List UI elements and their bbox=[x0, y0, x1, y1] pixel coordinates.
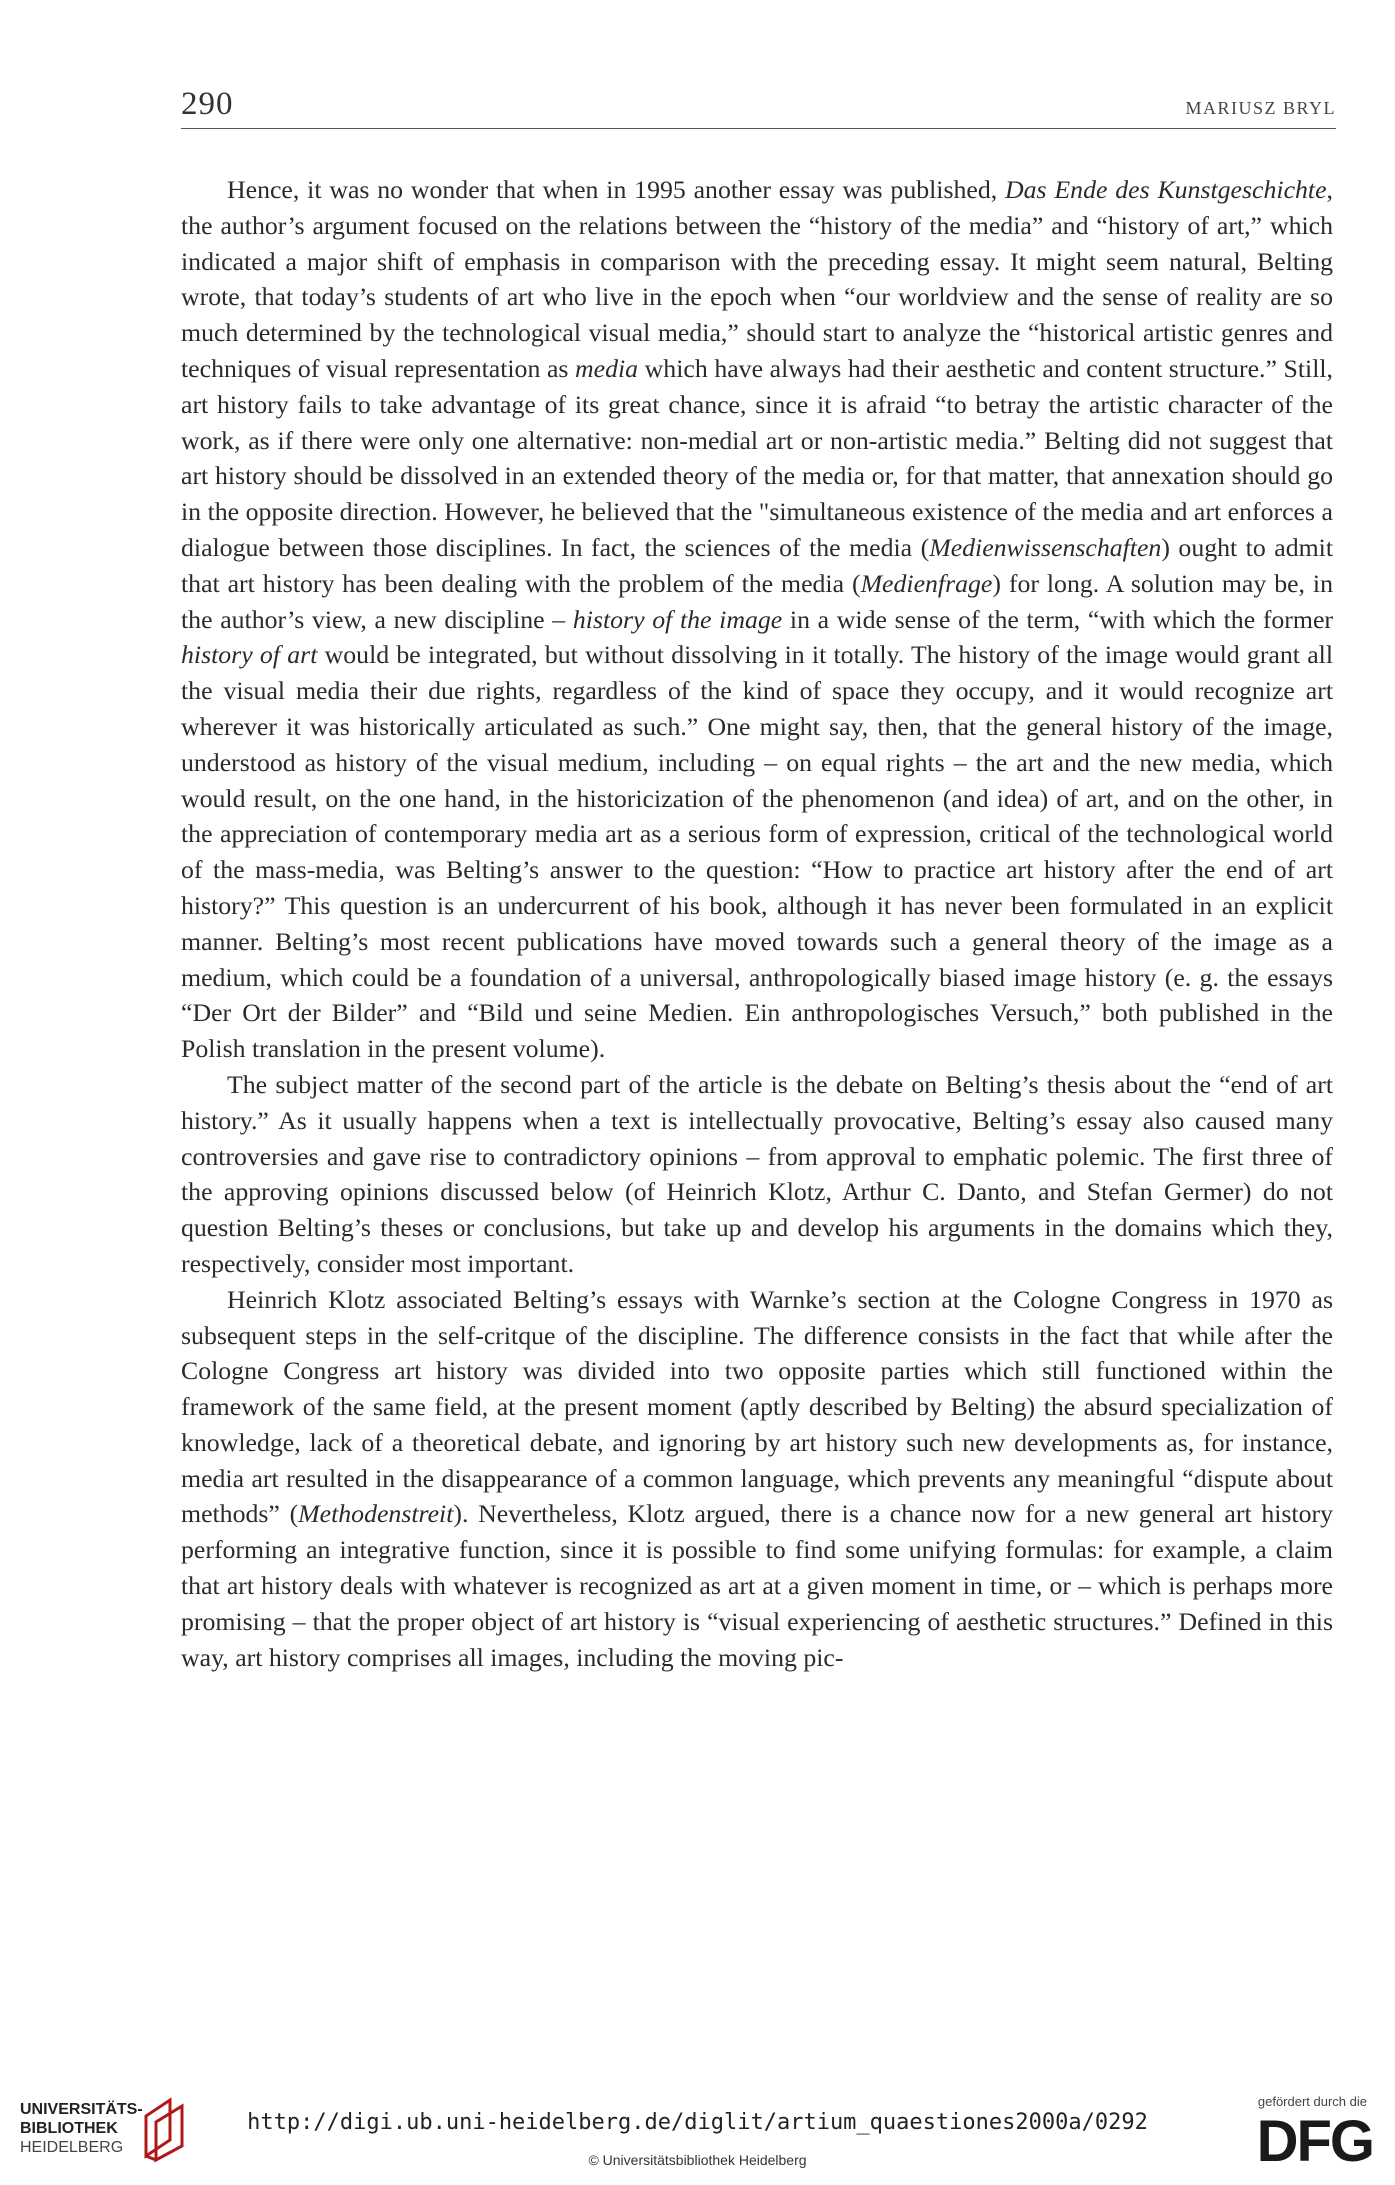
paragraph-2: The subject matter of the second part of the article is the debate on Belting’s thesis about the “end of art history.” As it usually happens when a text is intellectually provocative, Belting’s essay also caused many controversies and gave rise to contradictory opinions – from approval to emphatic polemic. The first three of the approving opinions discussed below (of Heinrich Klotz, Arthur C. Danto, and Stefan Germer) do not question Belting’s theses or conclusions, but take up and develop his arguments in the domains which they, respectively, consider most important. bbox=[181, 1069, 1333, 1278]
running-head: MARIUSZ BRYL bbox=[1185, 98, 1336, 118]
italic-title: Das Ende des Kunstgeschichte bbox=[1005, 175, 1327, 204]
italic-term: history of the image bbox=[572, 604, 783, 634]
italic-term: Medienwissenschaften bbox=[929, 532, 1162, 562]
funder-label: gefördert durch die bbox=[1257, 2094, 1367, 2109]
italic-term: media bbox=[575, 353, 639, 383]
page-number: 290 bbox=[181, 86, 234, 122]
paragraph-3: Heinrich Klotz associated Belting’s essays with Warnke’s section at the Cologne Congress in 1970 as subsequent steps in the self-critque of the discipline. The difference consists in the fact that while after the Cologne Congress art history was divided into two opposite parties which still functioned within the framework of the same field, at the present moment (aptly described by Belting) the absurd specialization of knowledge, lack of a theoretical debate, and ignoring by art history such new developments as, for instance, media art resulted in the disappearance of a common language, which prevents any meaningful “dispute about methods” (Methodenstreit). Nevertheless, Klotz argued, there is a chance now for a new general art history performing an integrative function, since it is possible to find some unifying formulas: for example, a claim that art history deals with whatever is recognized as art at a given moment in time, or – which is perhaps more promising – that the proper object of art history is “visual experiencing of aesthetic structures.” Defined in this way, art history comprises all images, including the moving pic- bbox=[181, 1284, 1333, 1672]
digitization-footer bbox=[0, 2080, 1395, 2185]
library-name: UNIVERSITÄTS- BIBLIOTHEK HEIDELBERG bbox=[20, 2101, 143, 2156]
paragraph-1: Hence, it was no wonder that when in 1995 another essay was published, Das Ende des Kunstgeschichte, the author’s argument focused on the relations between the “history of the media” and “history of art,” which indicated a major shift of emphasis in comparison with the preceding essay. It might seem natural, Belting wrote, that today’s students of art who live in the epoch when “our worldview and the sense of reality are so much determined by the technological visual media,” should start to analyze the “historical artistic genres and techniques of visual representation as media which have always had their aesthetic and content structure.” Still, art history fails to take advantage of its great chance, since it is afraid “to betray the artistic character of the work, as if there were only one alternative: non-medial art or non-artistic media.” Belting did not suggest that art history should be dissolved in an extended theory of the media or, for that matter, that annexation should go in the opposite direction. However, he believed that the "simultaneous existence of the media and art enforces a dialogue between those disciplines. In fact, the sciences of the media (Medienwissenschaften) ought to admit that art history has been dealing with the problem of the media (Medienfrage) for long. A solution may be, in the author’s view, a new discipline – history of the image in a wide sense of the term, “with which the former history of art would be integrated, but without dissolving in it totally. The history of the image would grant all the visual media their due rights, regardless of the kind of space they occupy, and it would recognize art wherever it was historically articulated as such.” One might say, then, that the general history of the image, understood as history of the visual medium, including – on equal rights – the art and the new media, which would result, on the one hand, in the historicization of the phenomenon (and idea) of art, and on the other, in the appreciation of contemporary media art as a serious form of expression, critical of the technological world of the mass-media, was Belting’s answer to the question: “How to practice art history after the end of art history?” This question is an undercurrent of his book, although it has never been formulated in an explicit manner. Belting’s most recent publications have moved towards such a general theory of the image as a medium, which could be a foundation of a universal, anthropologically biased image history (e. g. the essays “Der Ort der Bilder” and “Bild und seine Medien. Ein anthropologisches Versuch,” both published in the Polish translation in the present volume). bbox=[181, 175, 1334, 1064]
source-url-link[interactable]: http://digi.ub.uni-heidelberg.de/diglit/artium_quaestiones2000a/0292 bbox=[247, 2110, 1148, 2135]
italic-term: Medienfrage bbox=[860, 568, 993, 598]
article-body bbox=[181, 172, 1333, 1675]
dfg-logo: DFG bbox=[1256, 2109, 1373, 2174]
page-header bbox=[181, 82, 1336, 129]
copyright-notice: © Universitätsbibliothek Heidelberg bbox=[588, 2152, 807, 2168]
italic-term: history of art bbox=[181, 640, 318, 670]
italic-term: Methodenstreit bbox=[298, 1499, 454, 1529]
